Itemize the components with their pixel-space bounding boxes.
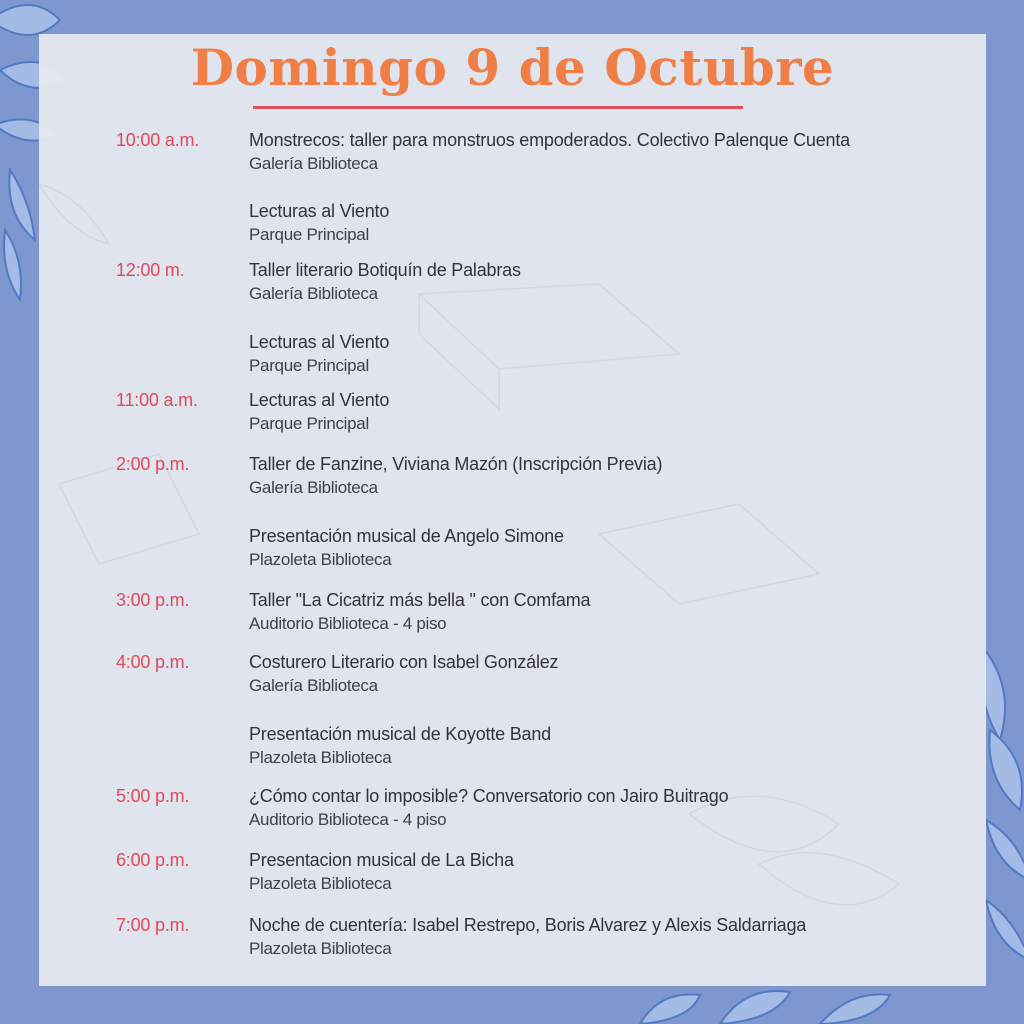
event-location: Galería Biblioteca <box>249 284 378 303</box>
event-location: Plazoleta Biblioteca <box>249 748 392 767</box>
event-title: Monstrecos: taller para monstruos empoderados. Colectivo Palenque Cuenta <box>249 130 850 150</box>
event-location: Auditorio Biblioteca - 4 piso <box>249 614 447 633</box>
event-title: Lecturas al Viento <box>249 332 390 352</box>
event-title: Costurero Literario con Isabel González <box>249 652 559 672</box>
event-title: Presentacion musical de La Bicha <box>249 850 514 870</box>
event-location: Plazoleta Biblioteca <box>249 874 392 893</box>
event-title: Presentación musical de Angelo Simone <box>249 526 564 546</box>
event-time: 3:00 p.m. <box>116 590 190 610</box>
event-title: Lecturas al Viento <box>249 390 390 410</box>
event-time: 7:00 p.m. <box>116 915 190 935</box>
event-location: Plazoleta Biblioteca <box>249 550 392 569</box>
event-location: Auditorio Biblioteca - 4 piso <box>249 810 447 829</box>
event-title: Lecturas al Viento <box>249 201 390 221</box>
event-title: Taller de Fanzine, Viviana Mazón (Inscripción Previa) <box>249 454 663 474</box>
event-time: 4:00 p.m. <box>116 652 190 672</box>
page-title: Domingo 9 de Octubre <box>190 38 835 97</box>
event-title: Noche de cuentería: Isabel Restrepo, Boris Alvarez y Alexis Saldarriaga <box>249 915 807 935</box>
event-time: 5:00 p.m. <box>116 786 190 806</box>
event-location: Galería Biblioteca <box>249 154 378 173</box>
event-title: Taller literario Botiquín de Palabras <box>249 260 521 280</box>
title-underline <box>253 106 743 109</box>
event-location: Parque Principal <box>249 225 369 244</box>
event-time: 2:00 p.m. <box>116 454 190 474</box>
event-location: Plazoleta Biblioteca <box>249 939 392 958</box>
event-title: Presentación musical de Koyotte Band <box>249 724 551 744</box>
event-time: 12:00 m. <box>116 260 185 280</box>
event-time: 11:00 a.m. <box>116 390 198 410</box>
book-sketch-decoration-icon <box>39 34 986 986</box>
event-location: Galería Biblioteca <box>249 676 378 695</box>
event-title: ¿Cómo contar lo imposible? Conversatorio con Jairo Buitrago <box>249 786 729 806</box>
event-time: 10:00 a.m. <box>116 130 200 150</box>
schedule-panel <box>39 34 986 986</box>
event-time: 6:00 p.m. <box>116 850 190 870</box>
event-title: Taller "La Cicatriz más bella " con Comfama <box>249 590 591 610</box>
event-location: Parque Principal <box>249 414 369 433</box>
event-location: Parque Principal <box>249 356 369 375</box>
event-location: Galería Biblioteca <box>249 478 378 497</box>
